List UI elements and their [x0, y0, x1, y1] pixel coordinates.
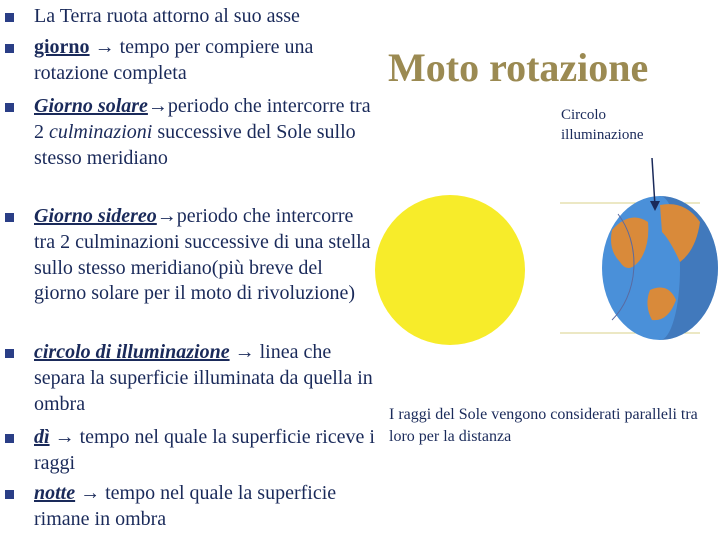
earth-globe: [602, 196, 718, 340]
slide-title: Moto rotazione: [388, 45, 649, 90]
bullet-text-segment: → tempo nel quale la superficie riceve i raggi: [34, 426, 375, 474]
bullet-text: [34, 481, 379, 533]
bullet-text-segment: notte: [34, 482, 76, 504]
bullet-text-segment: circolo di illuminazione: [34, 341, 230, 363]
bullet-marker: [5, 349, 14, 358]
bullet-text-segment: La Terra ruota attorno al suo asse: [34, 5, 300, 27]
rays-caption: I raggi del Sole vengono considerati paralleli tra loro per la distanza: [389, 406, 698, 445]
bullet-text-segment: giorno: [34, 36, 90, 58]
bullet-text-segment: →periodo che intercorre tra 2: [34, 95, 371, 143]
bullet-text-segment: → linea che separa la superficie illuminata da quella in ombra: [34, 341, 373, 415]
bullet-text-segment: → tempo per compiere una rotazione completa: [34, 36, 314, 84]
bullet-text-segment: culminazioni: [49, 120, 153, 143]
bullet-text-segment: successive del Sole sullo stesso meridiano: [34, 120, 356, 169]
bullet-marker: [5, 490, 14, 499]
bullet-marker: [5, 103, 14, 112]
circolo-label-line1: Circolo: [561, 107, 606, 123]
bullet-text: [34, 94, 379, 171]
bullet-text: [34, 35, 379, 87]
bullet-marker: [5, 13, 14, 22]
bullet-marker: [5, 434, 14, 443]
bullet-marker: [5, 44, 14, 53]
circolo-label-line2: illuminazione: [561, 127, 644, 143]
bullet-text: [34, 340, 379, 417]
bullet-text: [34, 4, 379, 30]
earth-sun-illustration: [355, 155, 720, 370]
bullet-marker: [5, 213, 14, 222]
bullet-text-segment: Giorno sidereo: [34, 205, 157, 227]
bullet-text-segment: →periodo che intercorre tra 2 culminazioni successive di una stella sullo stesso meridiano(più breve del giorno solare per il moto di rivoluzione): [34, 205, 371, 305]
bullet-text: [34, 425, 379, 477]
bullet-text-segment: → tempo nel quale la superficie rimane in ombra: [34, 482, 337, 530]
bullet-text-segment: Giorno solare: [34, 95, 148, 117]
bullet-text: [34, 204, 379, 307]
sun-disc: [375, 195, 525, 345]
bullet-text-segment: dì: [34, 426, 50, 448]
